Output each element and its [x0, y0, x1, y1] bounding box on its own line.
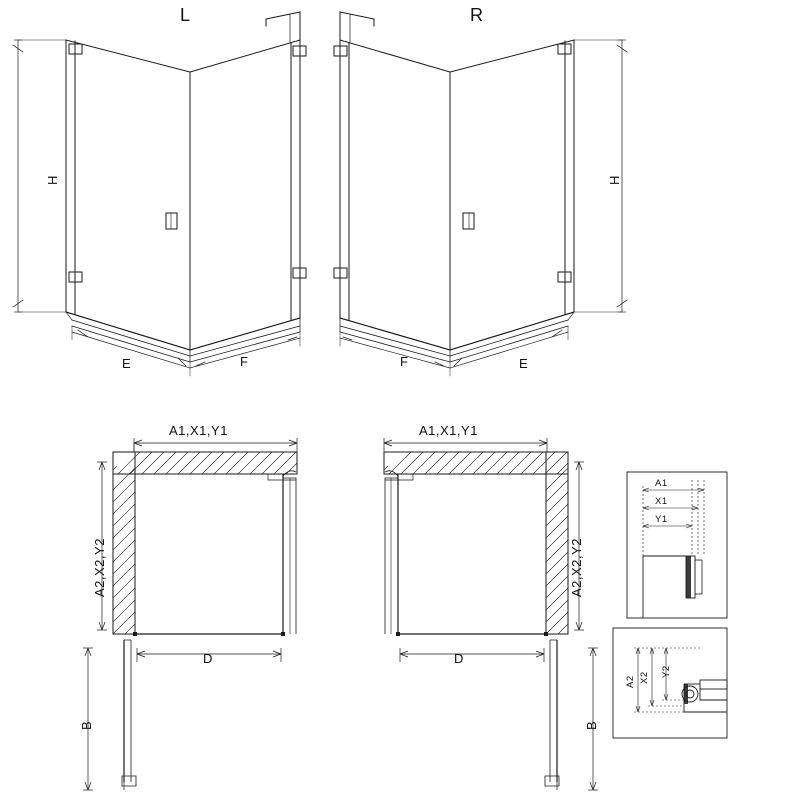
- label-d-right: D: [454, 651, 464, 666]
- label-d-left: D: [203, 651, 213, 666]
- label-a2x2y2-right: A2,X2,Y2: [569, 538, 584, 597]
- dimension-a1x1y1-left: [134, 438, 297, 452]
- view-right-perspective: [334, 12, 627, 376]
- label-h-right: H: [607, 175, 622, 185]
- title-left: L: [180, 5, 191, 25]
- detail-label-a1: A1: [655, 478, 668, 489]
- title-right: R: [470, 5, 484, 25]
- view-left-perspective: [13, 12, 306, 376]
- label-a1x1y1-right: A1,X1,Y1: [419, 423, 478, 438]
- wall-hatch-right-right: [546, 452, 568, 634]
- detail-upper: [627, 472, 727, 618]
- detail-label-x2: X2: [639, 671, 650, 684]
- view-right-plan: [384, 438, 598, 790]
- detail-label-a2: A2: [625, 675, 636, 688]
- detail-label-x1: X1: [655, 496, 668, 507]
- label-a2x2y2-left: A2,X2,Y2: [92, 538, 107, 597]
- detail-label-y1: Y1: [655, 514, 668, 525]
- dimension-e-f-right: [340, 326, 568, 376]
- dimension-a1x1y1-right: [384, 438, 547, 452]
- dimension-e-f-left: [72, 326, 300, 376]
- label-b-right: B: [584, 720, 599, 730]
- label-e-right: E: [519, 356, 529, 371]
- wall-hatch-top-right: [384, 452, 568, 474]
- label-b-left: B: [79, 720, 94, 730]
- view-left-plan: [83, 438, 297, 790]
- label-f-right: F: [400, 354, 409, 369]
- door-open-right: [545, 640, 559, 790]
- dimension-b-left: [83, 648, 93, 790]
- detail-label-y2: Y2: [661, 665, 672, 678]
- dimension-d-right: [400, 648, 544, 662]
- label-a1x1y1-left: A1,X1,Y1: [169, 423, 228, 438]
- wall-hatch-top-left: [113, 452, 297, 474]
- label-e-left: E: [122, 356, 132, 371]
- label-h-left: H: [45, 175, 60, 185]
- wall-hatch-left-left: [113, 452, 135, 634]
- dimension-b-right: [588, 648, 598, 790]
- label-f-left: F: [240, 354, 249, 369]
- door-open-left: [122, 640, 136, 790]
